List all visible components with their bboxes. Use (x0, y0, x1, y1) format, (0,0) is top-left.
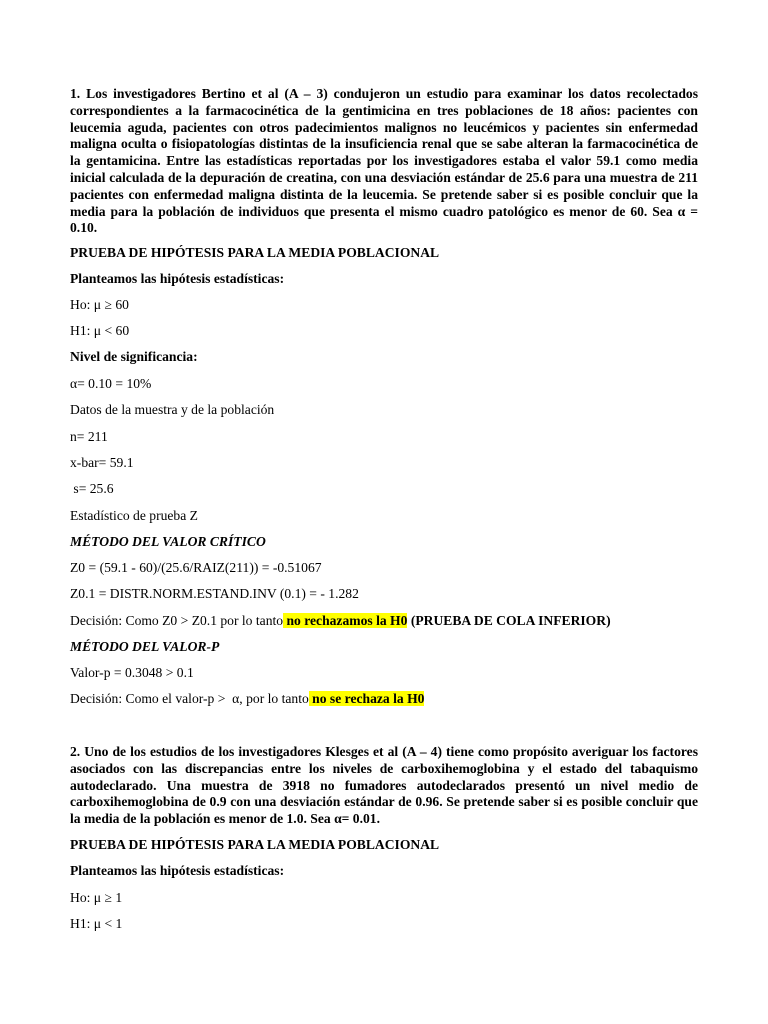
hypotheses-heading-2: Planteamos las hipótesis estadísticas: (70, 863, 285, 878)
alt-hypothesis-2: H1: μ < 1 (70, 916, 123, 931)
z01-value: Z0.1 = DISTR.NORM.ESTAND.INV (0.1) = - 1.282 (70, 586, 359, 601)
sample-mean: x-bar= 59.1 (70, 455, 134, 470)
alpha-value: α= 0.10 = 10% (70, 376, 152, 391)
decision-1-highlight: no rechazamos la H0 (283, 613, 408, 628)
problem-1-number: 1. (70, 86, 81, 101)
sample-size: n= 211 (70, 429, 108, 444)
decision-1-suffix: (PRUEBA DE COLA INFERIOR) (407, 613, 611, 628)
problem-1-statement (70, 86, 698, 237)
significance-heading: Nivel de significancia: (70, 349, 198, 364)
decision-1 (70, 612, 611, 630)
test-statistic: Estadístico de prueba Z (70, 508, 198, 523)
decision-2 (70, 690, 424, 708)
pvalue: Valor-p = 0.3048 > 0.1 (70, 665, 194, 680)
pvalue-method-title: MÉTODO DEL VALOR-P (70, 639, 220, 654)
section-title-2: PRUEBA DE HIPÓTESIS PARA LA MEDIA POBLACIONAL (70, 837, 440, 852)
null-hypothesis-2: Ho: μ ≥ 1 (70, 890, 123, 905)
null-hypothesis-1: Ho: μ ≥ 60 (70, 297, 129, 312)
z0-value: Z0 = (59.1 - 60)/(25.6/RAIZ(211)) = -0.51067 (70, 560, 322, 575)
sample-std: s= 25.6 (70, 481, 114, 496)
decision-2-prefix: Decisión: Como el valor-p > α, por lo tanto (70, 691, 309, 706)
hypotheses-heading-1: Planteamos las hipótesis estadísticas: (70, 271, 285, 286)
problem-1-text: Los investigadores Bertino et al (A – 3) condujeron un estudio para examinar los datos recolectados correspondientes a la farmacocinética de la gentimicina en tres poblaciones de 18 años: pacientes con leucemia aguda, pacientes con otros padecimientos malignos no leucémicos y pacientes sin enfermedad maligna oculta o fisiopatologías distintas de la insuficiencia renal que se sabe alteran la farmacocinética de la gentamicina. Entre las estadísticas reportadas por los investigadores estaba el valor 59.1 como media inicial calculada de la depuración de creatina, con una desviación estándar de 25.6 para una muestra de 211 pacientes con enfermedad maligna distinta de la leucemia. Se pretende saber si es posible concluir que la media para la población de individuos que presenta el mismo cuadro patológico es menor de 60. Sea α = 0.10. (70, 86, 698, 236)
problem-2-number: 2. (70, 744, 81, 759)
decision-2-highlight: no se rechaza la H0 (308, 691, 425, 706)
section-title-1: PRUEBA DE HIPÓTESIS PARA LA MEDIA POBLACIONAL (70, 245, 440, 260)
alt-hypothesis-1: H1: μ < 60 (70, 323, 130, 338)
data-heading: Datos de la muestra y de la población (70, 402, 275, 417)
problem-2-text: Uno de los estudios de los investigadores Klesges et al (A – 4) tiene como propósito averiguar los factores asociados con las discrepancias entre los niveles de carboxihemoglobina y el estado del tabaquismo autodeclarado. Una muestra de 3918 no fumadores autodeclarados presentó un nivel medio de carboxihemoglobina de 0.9 con una desviación estándar de 0.96. Se pretende saber si es posible concluir que la media de la población es menor de 1.0. Sea α= 0.01. (70, 744, 698, 827)
decision-1-prefix: Decisión: Como Z0 > Z0.1 por lo tanto (70, 613, 284, 628)
problem-2-statement (70, 744, 698, 828)
critical-method-title: MÉTODO DEL VALOR CRÍTICO (70, 534, 266, 549)
